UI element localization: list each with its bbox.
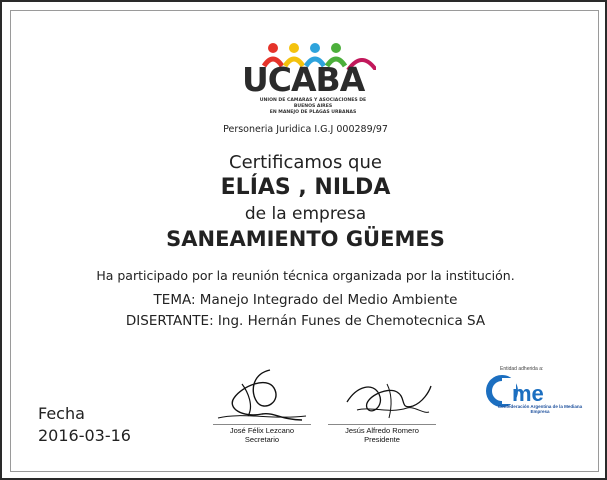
company-name: SANEAMIENTO GÜEMES [166, 227, 445, 251]
fecha-value: 2016-03-16 [38, 426, 131, 445]
handwritten-signature-1 [212, 362, 312, 424]
signature-presidente [322, 362, 442, 444]
ucaba-subtitle-line2: EN MANEJO DE PLAGAS URBANAS [269, 110, 357, 115]
signature-role-1: Secretario [244, 435, 280, 444]
signature-secretario [207, 362, 317, 444]
disertante-text: DISERTANTE: Ing. Hernán Funes de Chemotecnica SA [125, 313, 486, 329]
signature-name-1: José Félix Lezcano [229, 426, 295, 435]
ucaba-subtitle-line1: UNION DE CAMARAS Y ASOCIACIONES DE BUENOS AIRES [259, 98, 367, 109]
handwritten-signature-2 [327, 362, 437, 424]
came-description: Confederación Argentina de la Mediana Empresa [497, 404, 583, 414]
came-adherida-text: Entidad adherida a: [500, 366, 544, 372]
tema-text: TEMA: Manejo Integrado del Medio Ambiente [153, 292, 458, 308]
certificamos-heading: Certificamos que [229, 152, 382, 173]
ucaba-subtitle [258, 98, 368, 116]
personeria-juridica: Personeria Juridica I.G.J 000289/97 [223, 124, 388, 135]
signature-role-2: Presidente [364, 435, 400, 444]
signature-line-2 [328, 424, 436, 425]
svg-text:me: me [512, 381, 544, 406]
signature-name-2: Jesús Alfredo Romero [345, 426, 419, 435]
ucaba-wordmark: UCABA [242, 60, 365, 99]
ucaba-logo [236, 40, 376, 122]
empresa-label: de la empresa [244, 204, 367, 224]
participation-text: Ha participado por la reunión técnica organizada por la institución. [96, 268, 515, 283]
fecha-label: Fecha [38, 404, 85, 423]
signature-line-1 [213, 424, 311, 425]
recipient-name: ELÍAS , NILDA [220, 175, 391, 200]
came-logo [472, 364, 592, 444]
